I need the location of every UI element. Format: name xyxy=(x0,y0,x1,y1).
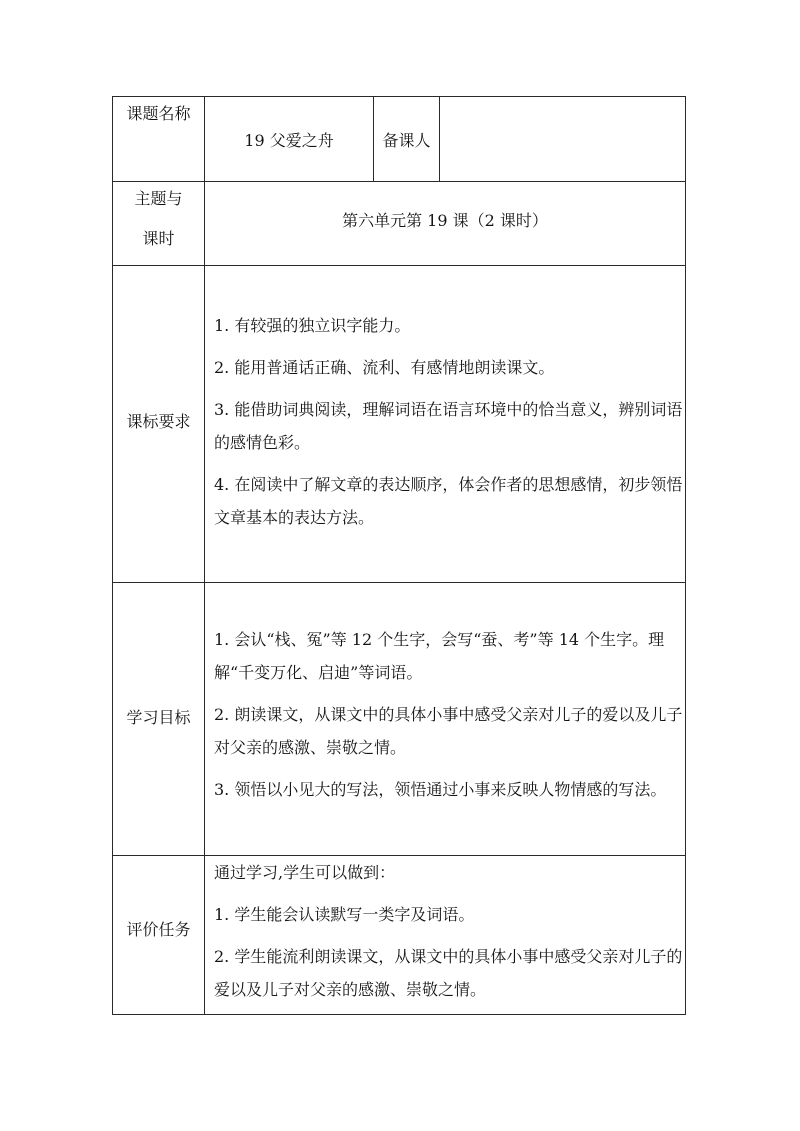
objective-item-line: 3. 领悟以小见大的写法，领悟通过小事来反映人物情感的写法。 xyxy=(214,780,667,799)
preparer-label-cell xyxy=(374,97,440,182)
evaluation-intro xyxy=(214,856,677,889)
preparer-value-cell xyxy=(440,97,686,182)
topic-value: 第六单元第 19 课（2 课时） xyxy=(342,211,548,230)
objectives-label: 学习目标 xyxy=(126,708,191,727)
curriculum-content-cell xyxy=(205,266,686,583)
curriculum-item xyxy=(214,393,683,459)
curriculum-item-line: 文章基本的表达方法。 xyxy=(214,508,375,527)
topic-label-cell xyxy=(113,182,205,266)
objective-item-line: 2. 朗读课文，从课文中的具体小事中感受父亲对儿子的爱以及儿子 xyxy=(214,705,683,724)
evaluation-item-line: 1. 学生能会认读默写一类字及词语。 xyxy=(214,905,475,924)
topic-label xyxy=(113,179,204,259)
title-label-cell xyxy=(113,97,205,182)
curriculum-item-line: 的感情色彩。 xyxy=(214,433,311,452)
evaluation-label: 评价任务 xyxy=(126,920,191,939)
curriculum-item xyxy=(214,351,677,384)
objective-item-line: 解“千变万化、启迪”等词语。 xyxy=(214,663,423,682)
evaluation-item-line: 爱以及儿子对父亲的感激、崇敬之情。 xyxy=(214,980,487,999)
evaluation-item xyxy=(214,940,683,1006)
objectives-content-cell xyxy=(205,583,686,856)
objective-item xyxy=(214,773,677,806)
objectives-label-cell xyxy=(113,583,205,856)
evaluation-item xyxy=(214,898,677,931)
topic-value-cell xyxy=(205,182,686,266)
evaluation-label-cell xyxy=(113,856,205,1015)
topic-label-line: 课时 xyxy=(142,229,175,248)
curriculum-item xyxy=(214,468,683,534)
evaluation-item-line: 2. 学生能流利朗读课文，从课文中的具体小事中感受父亲对儿子的 xyxy=(214,947,683,966)
objective-item-line: 对父亲的感激、崇敬之情。 xyxy=(214,738,407,757)
lesson-plan-table xyxy=(112,96,686,1015)
topic-label-line: 主题与 xyxy=(134,189,183,208)
preparer-label: 备课人 xyxy=(382,130,431,150)
curriculum-item-line: 4. 在阅读中了解文章的表达顺序，体会作者的思想感情，初步领悟 xyxy=(214,475,683,494)
curriculum-label: 课标要求 xyxy=(126,411,191,431)
title-label: 课题名称 xyxy=(126,104,191,123)
objective-item-line: 1. 会认“栈、冤”等 12 个生字，会写“蚕、考”等 14 个生字。理 xyxy=(214,630,665,649)
objective-item xyxy=(214,698,683,764)
curriculum-item-line: 3. 能借助词典阅读，理解词语在语言环境中的恰当意义，辨别词语 xyxy=(214,400,683,419)
curriculum-label-cell xyxy=(113,266,205,583)
lesson-title: 19 父爱之舟 xyxy=(244,130,334,150)
evaluation-content-cell xyxy=(205,856,686,1015)
evaluation-intro-line: 通过学习,学生可以做到： xyxy=(214,863,396,882)
curriculum-item-line: 2. 能用普通话正确、流利、有感情地朗读课文。 xyxy=(214,358,555,377)
title-value-cell xyxy=(205,97,374,182)
curriculum-item-line: 1. 有较强的独立识字能力。 xyxy=(214,316,411,335)
objective-item xyxy=(214,623,677,689)
curriculum-item xyxy=(214,309,677,342)
